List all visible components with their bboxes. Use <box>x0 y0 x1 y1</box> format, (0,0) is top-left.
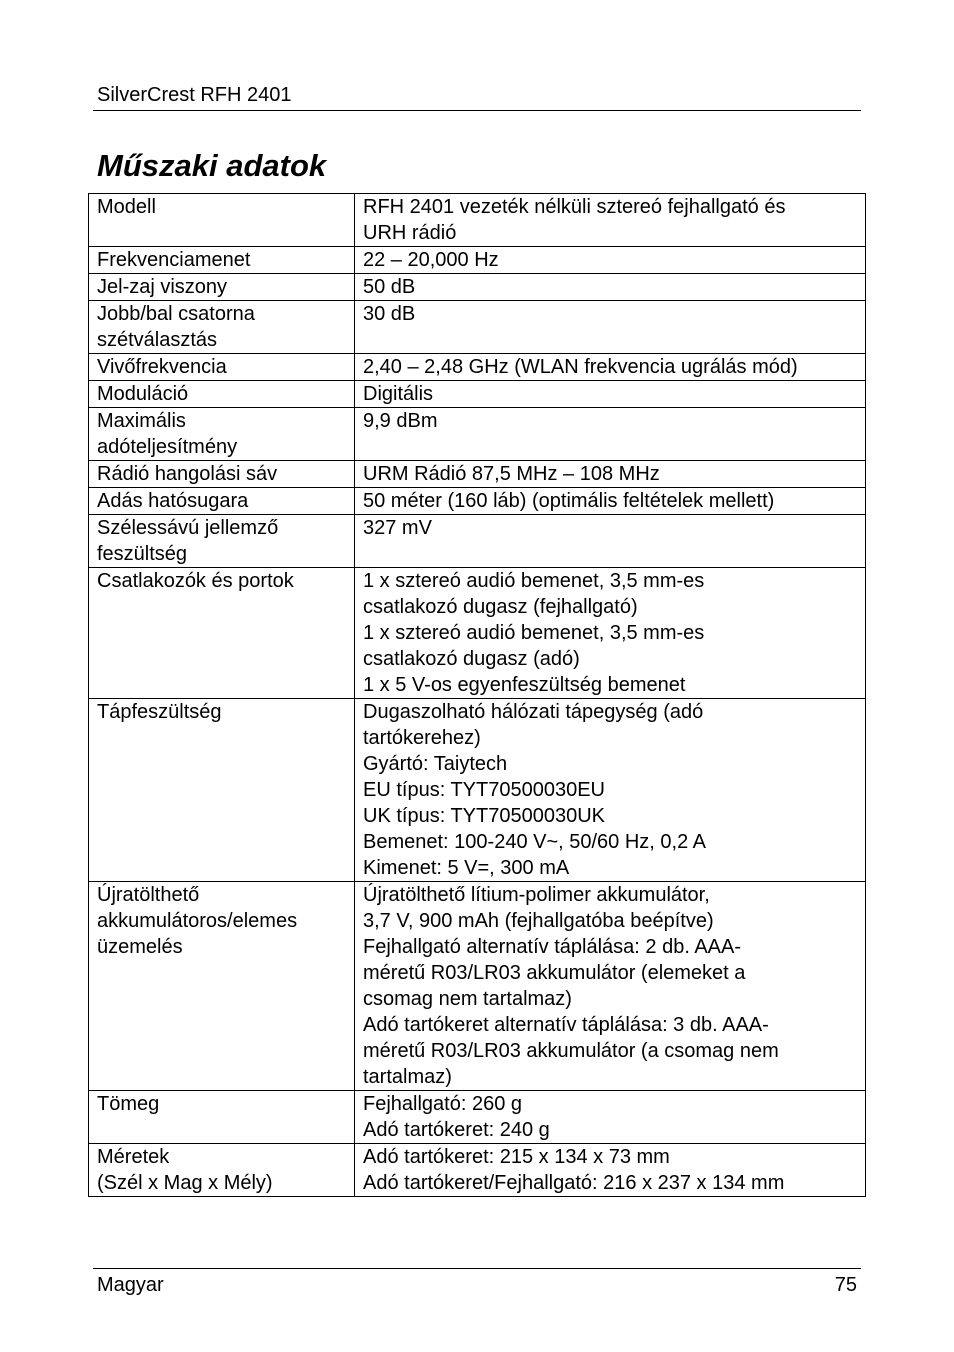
table-row <box>89 1091 866 1144</box>
footer-divider <box>93 1268 861 1269</box>
spec-value: 2,40 – 2,48 GHz (WLAN frekvencia ugrálás mód) <box>355 354 866 381</box>
table-row <box>89 274 866 301</box>
spec-value: Digitális <box>355 381 866 408</box>
spec-value: 50 dB <box>355 274 866 301</box>
spec-label: Tápfeszültség <box>89 699 355 882</box>
spec-label: Méretek (Szél x Mag x Mély) <box>89 1144 355 1197</box>
spec-label: Moduláció <box>89 381 355 408</box>
spec-label: Adás hatósugara <box>89 488 355 515</box>
spec-value: Fejhallgató: 260 g Adó tartókeret: 240 g <box>355 1091 866 1144</box>
spec-value: 9,9 dBm <box>355 408 866 461</box>
table-row <box>89 461 866 488</box>
spec-value: URM Rádió 87,5 MHz – 108 MHz <box>355 461 866 488</box>
spec-label: Vivőfrekvencia <box>89 354 355 381</box>
spec-label: Újratölthető akkumulátoros/elemes üzemelés <box>89 882 355 1091</box>
spec-value: 327 mV <box>355 515 866 568</box>
table-row <box>89 699 866 882</box>
table-row <box>89 381 866 408</box>
table-row <box>89 354 866 381</box>
spec-value: RFH 2401 vezeték nélküli sztereó fejhallgató és URH rádió <box>355 194 866 247</box>
spec-label: Csatlakozók és portok <box>89 568 355 699</box>
table-row <box>89 882 866 1091</box>
spec-label: Tömeg <box>89 1091 355 1144</box>
spec-label: Jobb/bal csatorna szétválasztás <box>89 301 355 354</box>
section-title: Műszaki adatok <box>97 148 327 183</box>
spec-table <box>88 193 866 1197</box>
table-row <box>89 247 866 274</box>
running-header: SilverCrest RFH 2401 <box>97 84 292 106</box>
spec-label: Jel-zaj viszony <box>89 274 355 301</box>
footer-language: Magyar <box>97 1274 164 1296</box>
spec-label: Modell <box>89 194 355 247</box>
spec-value: 1 x sztereó audió bemenet, 3,5 mm-es csatlakozó dugasz (fejhallgató) 1 x sztereó audió bemenet, 3,5 mm-es csatlakozó dugasz (adó) 1 x 5 V-os egyenfeszültség bemenet <box>355 568 866 699</box>
table-row <box>89 488 866 515</box>
table-row <box>89 194 866 247</box>
spec-label: Frekvenciamenet <box>89 247 355 274</box>
header-divider <box>93 110 861 111</box>
table-row <box>89 515 866 568</box>
spec-value: 22 – 20,000 Hz <box>355 247 866 274</box>
spec-label: Rádió hangolási sáv <box>89 461 355 488</box>
spec-table-body <box>89 194 866 1197</box>
spec-value: 50 méter (160 láb) (optimális feltételek mellett) <box>355 488 866 515</box>
table-row <box>89 408 866 461</box>
table-row <box>89 568 866 699</box>
spec-value: 30 dB <box>355 301 866 354</box>
spec-label: Maximális adóteljesítmény <box>89 408 355 461</box>
table-row <box>89 301 866 354</box>
table-row <box>89 1144 866 1197</box>
spec-value: Újratölthető lítium-polimer akkumulátor, 3,7 V, 900 mAh (fejhallgatóba beépítve) Fejhallgató alternatív táplálása: 2 db. AAA- méretű R03/LR03 akkumulátor (elemeket a csomag nem tartalmaz) Adó tartókeret alternatív táplálása: 3 db. AAA- méretű R03/LR03 akkumulátor (a csomag nem tartalmaz) <box>355 882 866 1091</box>
spec-value: Adó tartókeret: 215 x 134 x 73 mm Adó tartókeret/Fejhallgató: 216 x 237 x 134 mm <box>355 1144 866 1197</box>
spec-value: Dugaszolható hálózati tápegység (adó tartókerehez) Gyártó: Taiytech EU típus: TYT70500030EU UK típus: TYT70500030UK Bemenet: 100-240 V~, 50/60 Hz, 0,2 A Kimenet: 5 V=, 300 mA <box>355 699 866 882</box>
page-number: 75 <box>834 1274 857 1296</box>
spec-label: Szélessávú jellemző feszültség <box>89 515 355 568</box>
